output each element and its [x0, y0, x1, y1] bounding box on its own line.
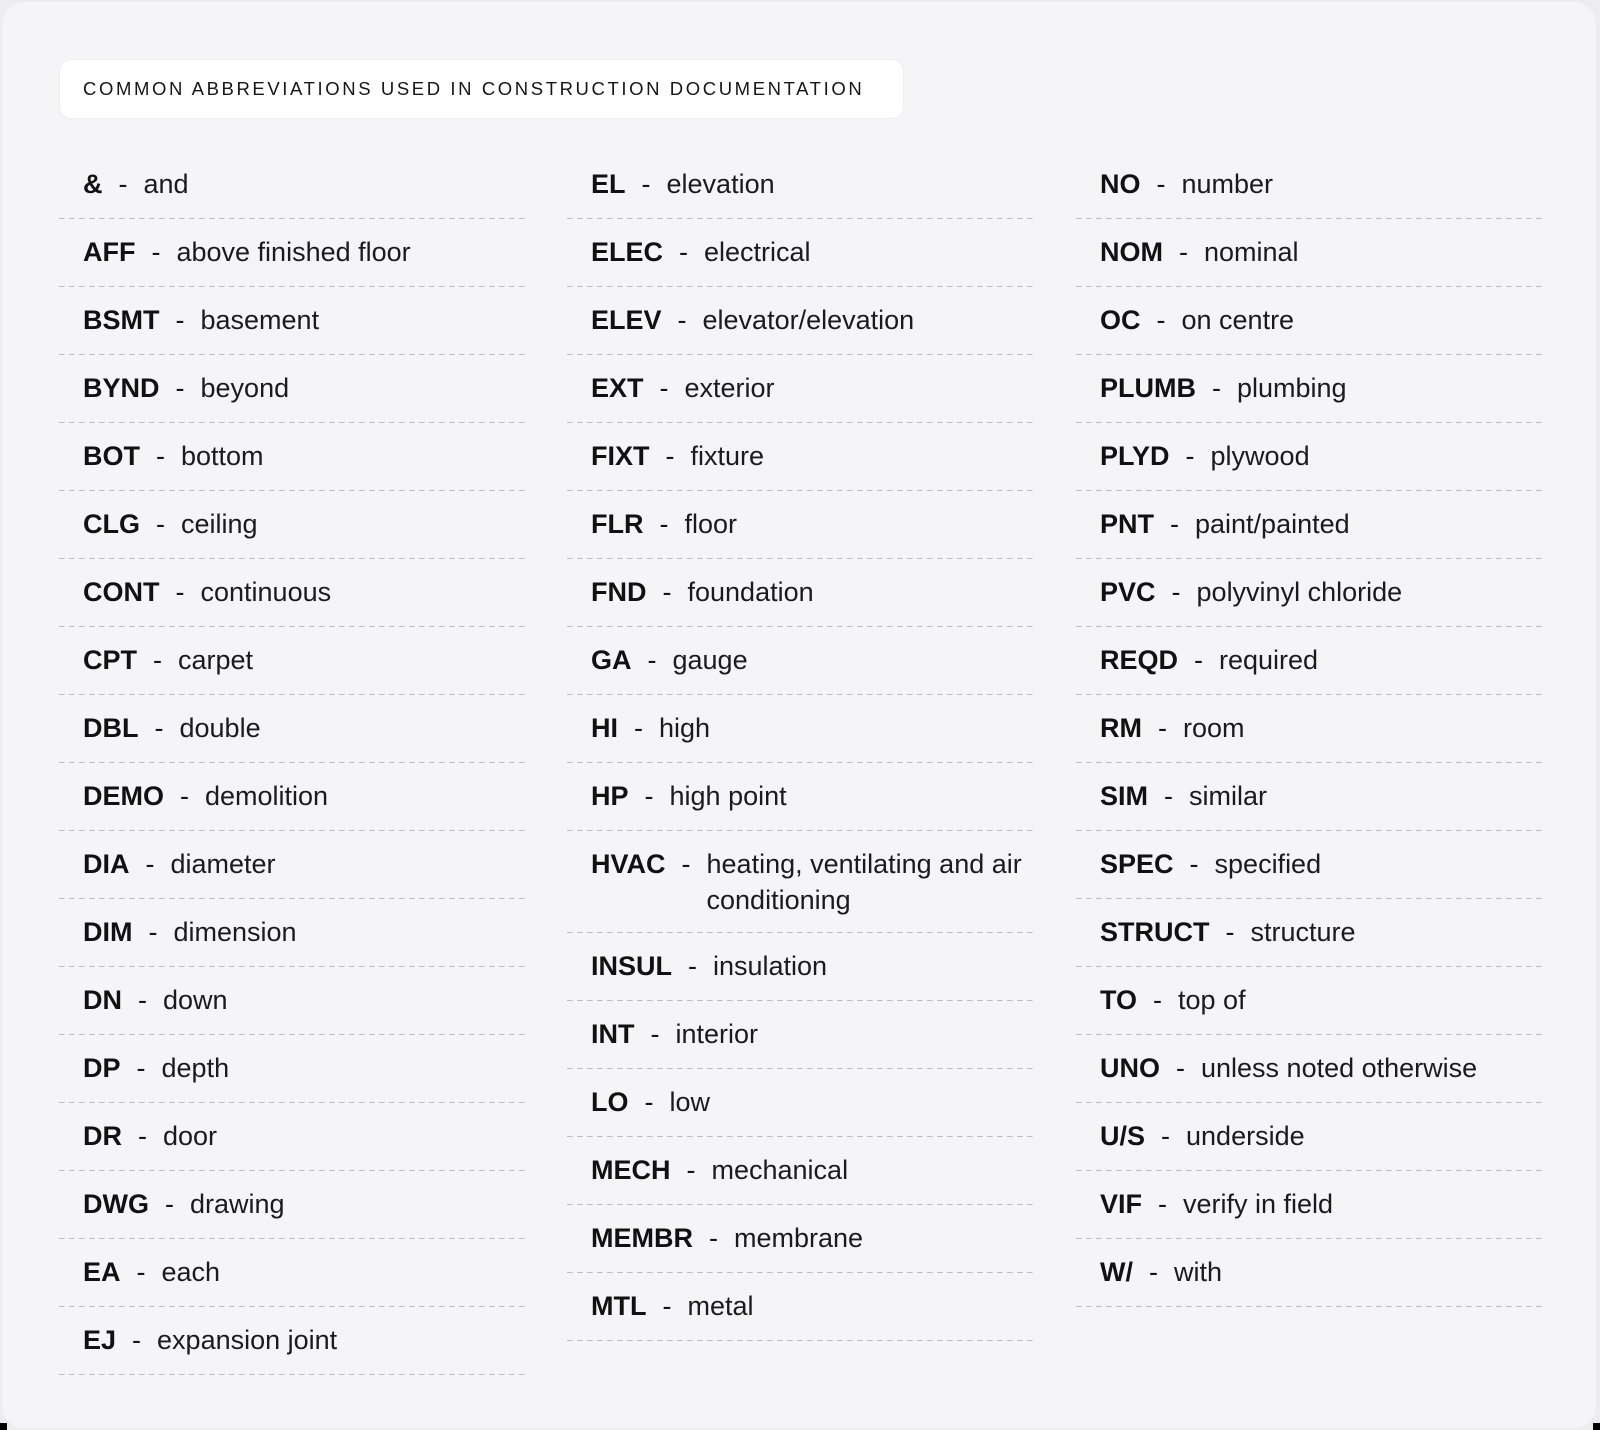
- abbreviation-term: DIM: [83, 917, 133, 947]
- abbreviation-meaning: interior: [675, 1019, 759, 1049]
- abbreviation-meaning: structure: [1250, 917, 1356, 947]
- abbreviation-term: DEMO: [83, 781, 164, 811]
- abbreviation-row: [567, 1137, 1037, 1205]
- abbreviation-term: LO: [591, 1087, 629, 1117]
- separator-dash: -: [175, 305, 185, 335]
- abbreviation-meaning: insulation: [713, 951, 828, 981]
- separator-dash: -: [136, 1257, 146, 1287]
- separator-dash: -: [665, 441, 675, 471]
- abbreviation-row: [567, 559, 1037, 627]
- abbreviation-row: [567, 287, 1037, 355]
- abbreviation-term: SPEC: [1100, 849, 1174, 879]
- abbreviation-row: [59, 967, 529, 1035]
- abbreviation-meaning: nominal: [1204, 237, 1299, 267]
- abbreviation-term: INSUL: [591, 951, 672, 981]
- separator-dash: -: [175, 577, 185, 607]
- abbreviation-term: DR: [83, 1121, 122, 1151]
- abbreviation-meaning: verify in field: [1183, 1189, 1334, 1219]
- abbreviation-row: [59, 627, 529, 695]
- abbreviation-meaning: similar: [1189, 781, 1268, 811]
- abbreviation-meaning: number: [1181, 169, 1274, 199]
- abbreviation-row: [1076, 831, 1546, 899]
- abbreviation-meaning: foundation: [687, 577, 814, 607]
- abbreviation-row: [567, 1069, 1037, 1137]
- separator-dash: -: [679, 237, 689, 267]
- abbreviation-term: W/: [1100, 1257, 1133, 1287]
- abbreviation-term: RM: [1100, 713, 1142, 743]
- abbreviation-row: [1076, 287, 1546, 355]
- abbreviation-row: [1076, 423, 1546, 491]
- abbreviation-meaning: required: [1219, 645, 1319, 675]
- abbreviation-row: [59, 1307, 529, 1375]
- abbreviation-row: [567, 695, 1037, 763]
- separator-dash: -: [180, 781, 189, 811]
- abbreviation-row: [1076, 1035, 1546, 1103]
- separator-dash: -: [644, 781, 654, 811]
- separator-dash: -: [156, 509, 165, 539]
- abbreviation-term: BYND: [83, 373, 160, 403]
- abbreviation-term: PLYD: [1100, 441, 1170, 471]
- abbreviation-term: CPT: [83, 645, 137, 675]
- abbreviation-meaning: paint/painted: [1195, 509, 1350, 539]
- abbreviation-meaning: with: [1174, 1257, 1223, 1287]
- separator-dash: -: [644, 1087, 654, 1117]
- abbreviation-term: CONT: [83, 577, 160, 607]
- separator-dash: -: [686, 1155, 696, 1185]
- abbreviation-row: [59, 491, 529, 559]
- abbreviation-term: OC: [1100, 305, 1141, 335]
- abbreviation-meaning: above finished floor: [176, 237, 411, 267]
- abbreviation-row: [567, 933, 1037, 1001]
- abbreviation-term: ELEC: [591, 237, 664, 267]
- abbreviation-term: MECH: [591, 1155, 671, 1185]
- separator-dash: -: [1156, 305, 1166, 335]
- abbreviation-row: [1076, 559, 1546, 627]
- abbreviations-panel: [2, 2, 1596, 1428]
- abbreviation-meaning: on centre: [1181, 305, 1295, 335]
- separator-dash: -: [138, 985, 147, 1015]
- separator-dash: -: [650, 1019, 660, 1049]
- abbreviation-term: CLG: [83, 509, 140, 539]
- abbreviation-term: GA: [591, 645, 632, 675]
- abbreviation-meaning: metal: [687, 1291, 754, 1321]
- abbreviation-row: [1076, 151, 1546, 219]
- abbreviation-meaning: demolition: [205, 781, 329, 811]
- abbreviation-column-1: [59, 151, 529, 1375]
- abbreviation-meaning: carpet: [178, 645, 254, 675]
- abbreviation-row: [567, 219, 1037, 287]
- abbreviation-row: [59, 695, 529, 763]
- abbreviation-row: [1076, 695, 1546, 763]
- abbreviation-row: [1076, 899, 1546, 967]
- abbreviation-term: SIM: [1100, 781, 1149, 811]
- separator-dash: -: [659, 373, 669, 403]
- abbreviation-meaning: drawing: [189, 1189, 285, 1219]
- separator-dash: -: [1189, 849, 1199, 879]
- abbreviation-meaning: floor: [684, 509, 738, 539]
- separator-dash: -: [154, 713, 164, 743]
- abbreviation-term: DBL: [83, 713, 139, 743]
- abbreviation-meaning: ceiling: [181, 509, 258, 539]
- abbreviation-row: [59, 287, 529, 355]
- abbreviation-meaning: plumbing: [1237, 373, 1347, 403]
- abbreviation-row: [59, 763, 529, 831]
- separator-dash: -: [1158, 1189, 1168, 1219]
- abbreviation-term: EL: [591, 169, 626, 199]
- abbreviation-meaning: bottom: [181, 441, 264, 471]
- separator-dash: -: [1149, 1257, 1158, 1287]
- abbreviation-meaning: high: [659, 713, 711, 743]
- abbreviation-meaning: elevator/elevation: [702, 305, 915, 335]
- separator-dash: -: [688, 951, 697, 981]
- separator-dash: -: [1225, 917, 1235, 947]
- abbreviation-meaning: polyvinyl chloride: [1196, 577, 1403, 607]
- abbreviation-term: TO: [1100, 985, 1138, 1015]
- abbreviation-column-3: [1076, 151, 1546, 1307]
- separator-dash: -: [1179, 237, 1188, 267]
- abbreviation-row: [1076, 967, 1546, 1035]
- abbreviation-row: [1076, 627, 1546, 695]
- separator-dash: -: [659, 509, 669, 539]
- separator-dash: -: [662, 1291, 672, 1321]
- abbreviation-term: U/S: [1100, 1121, 1146, 1151]
- abbreviation-row: [59, 1171, 529, 1239]
- separator-dash: -: [1153, 985, 1163, 1015]
- abbreviation-term: ELEV: [591, 305, 662, 335]
- abbreviation-term: FND: [591, 577, 647, 607]
- separator-dash: -: [662, 577, 672, 607]
- abbreviation-row: [567, 763, 1037, 831]
- abbreviation-row: [1076, 1103, 1546, 1171]
- abbreviation-row: [1076, 763, 1546, 831]
- abbreviation-meaning: double: [179, 713, 261, 743]
- abbreviation-row: [1076, 491, 1546, 559]
- abbreviation-row: [59, 559, 529, 627]
- abbreviation-term: NOM: [1100, 237, 1163, 267]
- abbreviation-term: REQD: [1100, 645, 1179, 675]
- abbreviation-row: [567, 423, 1037, 491]
- abbreviation-meaning: heating, ventilating and air conditioning: [706, 849, 1022, 915]
- abbreviation-term: DIA: [83, 849, 130, 879]
- abbreviation-meaning: diameter: [170, 849, 276, 879]
- separator-dash: -: [136, 1053, 146, 1083]
- separator-dash: -: [1164, 781, 1174, 811]
- abbreviation-meaning: dimension: [173, 917, 297, 947]
- abbreviation-meaning: plywood: [1210, 441, 1310, 471]
- abbreviation-meaning: each: [161, 1257, 221, 1287]
- abbreviation-row: [567, 1273, 1037, 1341]
- separator-dash: -: [132, 1325, 142, 1355]
- abbreviation-term: FLR: [591, 509, 644, 539]
- separator-dash: -: [1176, 1053, 1185, 1083]
- separator-dash: -: [677, 305, 687, 335]
- separator-dash: -: [647, 645, 657, 675]
- abbreviation-term: MTL: [591, 1291, 647, 1321]
- abbreviation-row: [59, 831, 529, 899]
- abbreviation-meaning: low: [669, 1087, 711, 1117]
- separator-dash: -: [145, 849, 155, 879]
- abbreviation-term: PVC: [1100, 577, 1156, 607]
- abbreviation-meaning: room: [1183, 713, 1245, 743]
- separator-dash: -: [138, 1121, 147, 1151]
- page-title: COMMON ABBREVIATIONS USED IN CONSTRUCTION DOCUMENTATION: [83, 78, 865, 99]
- abbreviation-meaning: high point: [669, 781, 787, 811]
- abbreviation-row: [1076, 1171, 1546, 1239]
- separator-dash: -: [148, 917, 158, 947]
- separator-dash: -: [164, 1189, 174, 1219]
- abbreviation-term: EA: [83, 1257, 121, 1287]
- abbreviation-term: STRUCT: [1100, 917, 1210, 947]
- abbreviation-term: BSMT: [83, 305, 160, 335]
- abbreviation-term: &: [83, 169, 103, 199]
- abbreviation-row: [59, 1103, 529, 1171]
- abbreviation-term: BOT: [83, 441, 140, 471]
- separator-dash: -: [709, 1223, 718, 1253]
- abbreviation-meaning: gauge: [672, 645, 748, 675]
- separator-dash: -: [1185, 441, 1195, 471]
- abbreviation-term: AFF: [83, 237, 136, 267]
- separator-dash: -: [175, 373, 185, 403]
- abbreviation-meaning: door: [163, 1121, 218, 1151]
- abbreviation-term: DP: [83, 1053, 121, 1083]
- abbreviation-meaning: specified: [1214, 849, 1322, 879]
- abbreviation-term: HVAC: [591, 849, 666, 879]
- separator-dash: -: [1156, 169, 1166, 199]
- abbreviation-term: EJ: [83, 1325, 117, 1355]
- abbreviation-meaning: continuous: [200, 577, 332, 607]
- abbreviation-meaning: and: [143, 169, 189, 199]
- separator-dash: -: [1158, 713, 1167, 743]
- abbreviation-row: [59, 1239, 529, 1307]
- abbreviation-term: DWG: [83, 1189, 149, 1219]
- abbreviation-meaning: expansion joint: [157, 1325, 338, 1355]
- abbreviation-column-2: [567, 151, 1037, 1341]
- abbreviation-row: [567, 355, 1037, 423]
- separator-dash: -: [151, 237, 161, 267]
- abbreviation-row: [59, 1035, 529, 1103]
- abbreviation-row: [567, 627, 1037, 695]
- separator-dash: -: [1171, 577, 1181, 607]
- abbreviation-meaning: unless noted otherwise: [1201, 1053, 1478, 1083]
- corner-marker: [0, 1423, 7, 1430]
- abbreviation-term: VIF: [1100, 1189, 1143, 1219]
- abbreviation-meaning: elevation: [666, 169, 775, 199]
- abbreviation-meaning: exterior: [684, 373, 775, 403]
- abbreviation-row: [567, 491, 1037, 559]
- abbreviation-row: [59, 423, 529, 491]
- abbreviation-term: FIXT: [591, 441, 650, 471]
- separator-dash: -: [118, 169, 128, 199]
- abbreviation-term: HP: [591, 781, 629, 811]
- separator-dash: -: [153, 645, 162, 675]
- abbreviation-meaning: electrical: [704, 237, 811, 267]
- abbreviation-meaning: mechanical: [711, 1155, 849, 1185]
- abbreviation-meaning: membrane: [734, 1223, 864, 1253]
- abbreviation-row: [567, 831, 1037, 933]
- separator-dash: -: [156, 441, 165, 471]
- abbreviation-row: [59, 899, 529, 967]
- abbreviation-term: EXT: [591, 373, 644, 403]
- separator-dash: -: [641, 169, 651, 199]
- abbreviation-meaning: top of: [1178, 985, 1246, 1015]
- abbreviation-term: INT: [591, 1019, 635, 1049]
- abbreviation-row: [567, 151, 1037, 219]
- separator-dash: -: [1161, 1121, 1171, 1151]
- separator-dash: -: [1194, 645, 1204, 675]
- abbreviation-meaning: basement: [200, 305, 320, 335]
- abbreviation-term: UNO: [1100, 1053, 1160, 1083]
- separator-dash: -: [634, 713, 643, 743]
- abbreviation-meaning: depth: [161, 1053, 230, 1083]
- separator-dash: -: [681, 849, 691, 879]
- abbreviation-term: MEMBR: [591, 1223, 693, 1253]
- abbreviation-term: PNT: [1100, 509, 1154, 539]
- abbreviation-meaning: underside: [1186, 1121, 1305, 1151]
- abbreviation-term: NO: [1100, 169, 1141, 199]
- abbreviation-row: [59, 151, 529, 219]
- abbreviation-meaning: down: [163, 985, 228, 1015]
- abbreviation-row: [1076, 219, 1546, 287]
- abbreviation-row: [567, 1205, 1037, 1273]
- title-badge: [59, 59, 904, 119]
- abbreviation-row: [59, 355, 529, 423]
- abbreviation-row: [59, 219, 529, 287]
- abbreviation-row: [567, 1001, 1037, 1069]
- abbreviation-term: PLUMB: [1100, 373, 1196, 403]
- abbreviation-row: [1076, 355, 1546, 423]
- abbreviation-meaning: beyond: [200, 373, 290, 403]
- abbreviation-row: [1076, 1239, 1546, 1307]
- corner-marker: [1593, 1423, 1600, 1430]
- abbreviation-meaning: fixture: [690, 441, 765, 471]
- abbreviation-term: DN: [83, 985, 122, 1015]
- separator-dash: -: [1170, 509, 1179, 539]
- abbreviation-term: HI: [591, 713, 618, 743]
- separator-dash: -: [1212, 373, 1221, 403]
